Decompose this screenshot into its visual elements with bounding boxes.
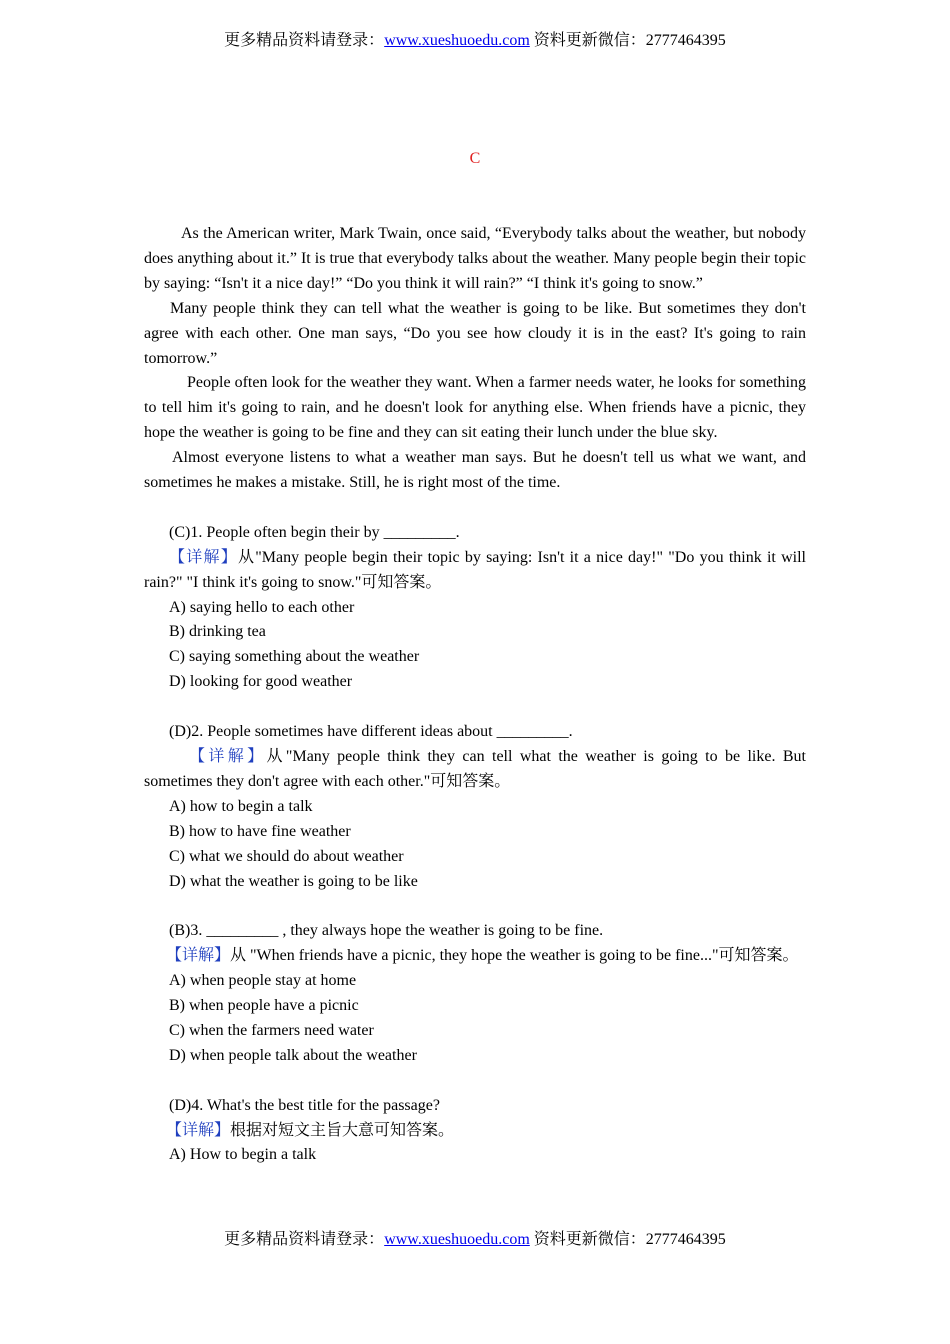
header-link[interactable]: www.xueshuoedu.com xyxy=(384,32,530,49)
footer-prefix: 更多精品资料请登录： xyxy=(224,1231,385,1248)
header-prefix: 更多精品资料请登录： xyxy=(224,32,385,49)
question-explanation xyxy=(144,1119,806,1144)
answer-option: D) looking for good weather xyxy=(169,673,353,691)
page-footer xyxy=(0,1230,950,1250)
answer-option: C) what we should do about weather xyxy=(169,847,404,865)
explanation-text: 从"Many people think they can tell what the weather is going to be like. But sometimes they don't agree with each other."可知答案。 xyxy=(144,748,806,790)
answer-option: C) saying something about the weather xyxy=(169,648,420,666)
explanation-text: 从 "When friends have a picnic, they hope the weather is going to be fine..."可知答案。 xyxy=(230,947,799,965)
section-title: C xyxy=(469,150,481,167)
answer-option: C) when the farmers need water xyxy=(169,1021,374,1039)
answer-option: D) when people talk about the weather xyxy=(169,1046,417,1064)
document-body xyxy=(144,222,806,1168)
detail-tag: 【详解】 xyxy=(166,947,231,965)
question-explanation xyxy=(144,944,806,969)
question-stem: (C)1. People often begin their by _________. xyxy=(169,523,460,541)
detail-tag: 【详解】 xyxy=(166,1121,231,1139)
detail-tag: 【详解】 xyxy=(189,748,267,765)
passage-paragraph: People often look for the weather they want. When a farmer needs water, he looks for something to tell him it's going to rain, and he doesn't look for anything else. When friends have a picnic, they hope the weather is going to be fine and they can sit eating their lunch under the blue sky. xyxy=(144,374,806,442)
passage-paragraph: Almost everyone listens to what a weather man says. But he doesn't tell us what we want, and sometimes he makes a mistake. Still, he is right most of the time. xyxy=(144,449,806,492)
explanation-text: 从"Many people begin their topic by saying: Isn't it a nice day!" "Do you think it will rain?" "I think it's going to snow."可知答案。 xyxy=(144,548,806,591)
question-stem: (D)4. What's the best title for the passage? xyxy=(169,1096,440,1114)
header-suffix: 资料更新微信：2777464395 xyxy=(529,32,726,49)
answer-option: A) saying hello to each other xyxy=(169,598,355,616)
detail-tag: 【详解】 xyxy=(169,548,238,566)
passage-paragraph: As the American writer, Mark Twain, once said, “Everybody talks about the weather, but nobody does anything about it.” It is true that everybody talks about the weather. Many people begin their topic by saying: “Isn't it a nice day!” “Do you think it will rain?” “I think it's going to snow.” xyxy=(144,225,806,292)
question-explanation xyxy=(144,745,806,795)
answer-option: A) how to begin a talk xyxy=(169,797,313,815)
answer-option: A) when people stay at home xyxy=(169,972,357,990)
answer-option: A) How to begin a talk xyxy=(169,1146,317,1164)
passage-paragraph: Many people think they can tell what the weather is going to be like. But sometimes they don't agree with each other. One man says, “Do you see how cloudy it is in the east? It's going to rain tomorrow.” xyxy=(144,299,806,367)
answer-option: B) drinking tea xyxy=(169,623,266,641)
question-stem: (D)2. People sometimes have different ideas about _________. xyxy=(169,723,573,741)
answer-option: B) how to have fine weather xyxy=(169,822,351,840)
question-stem: (B)3. _________ , they always hope the weather is going to be fine. xyxy=(169,922,604,940)
answer-option: D) what the weather is going to be like xyxy=(169,872,418,890)
explanation-text: 根据对短文主旨大意可知答案。 xyxy=(230,1121,455,1139)
answer-option: B) when people have a picnic xyxy=(169,997,359,1015)
footer-suffix: 资料更新微信：2777464395 xyxy=(529,1231,726,1248)
footer-link[interactable]: www.xueshuoedu.com xyxy=(384,1231,530,1248)
page-header xyxy=(0,31,950,51)
question-explanation xyxy=(144,546,806,596)
